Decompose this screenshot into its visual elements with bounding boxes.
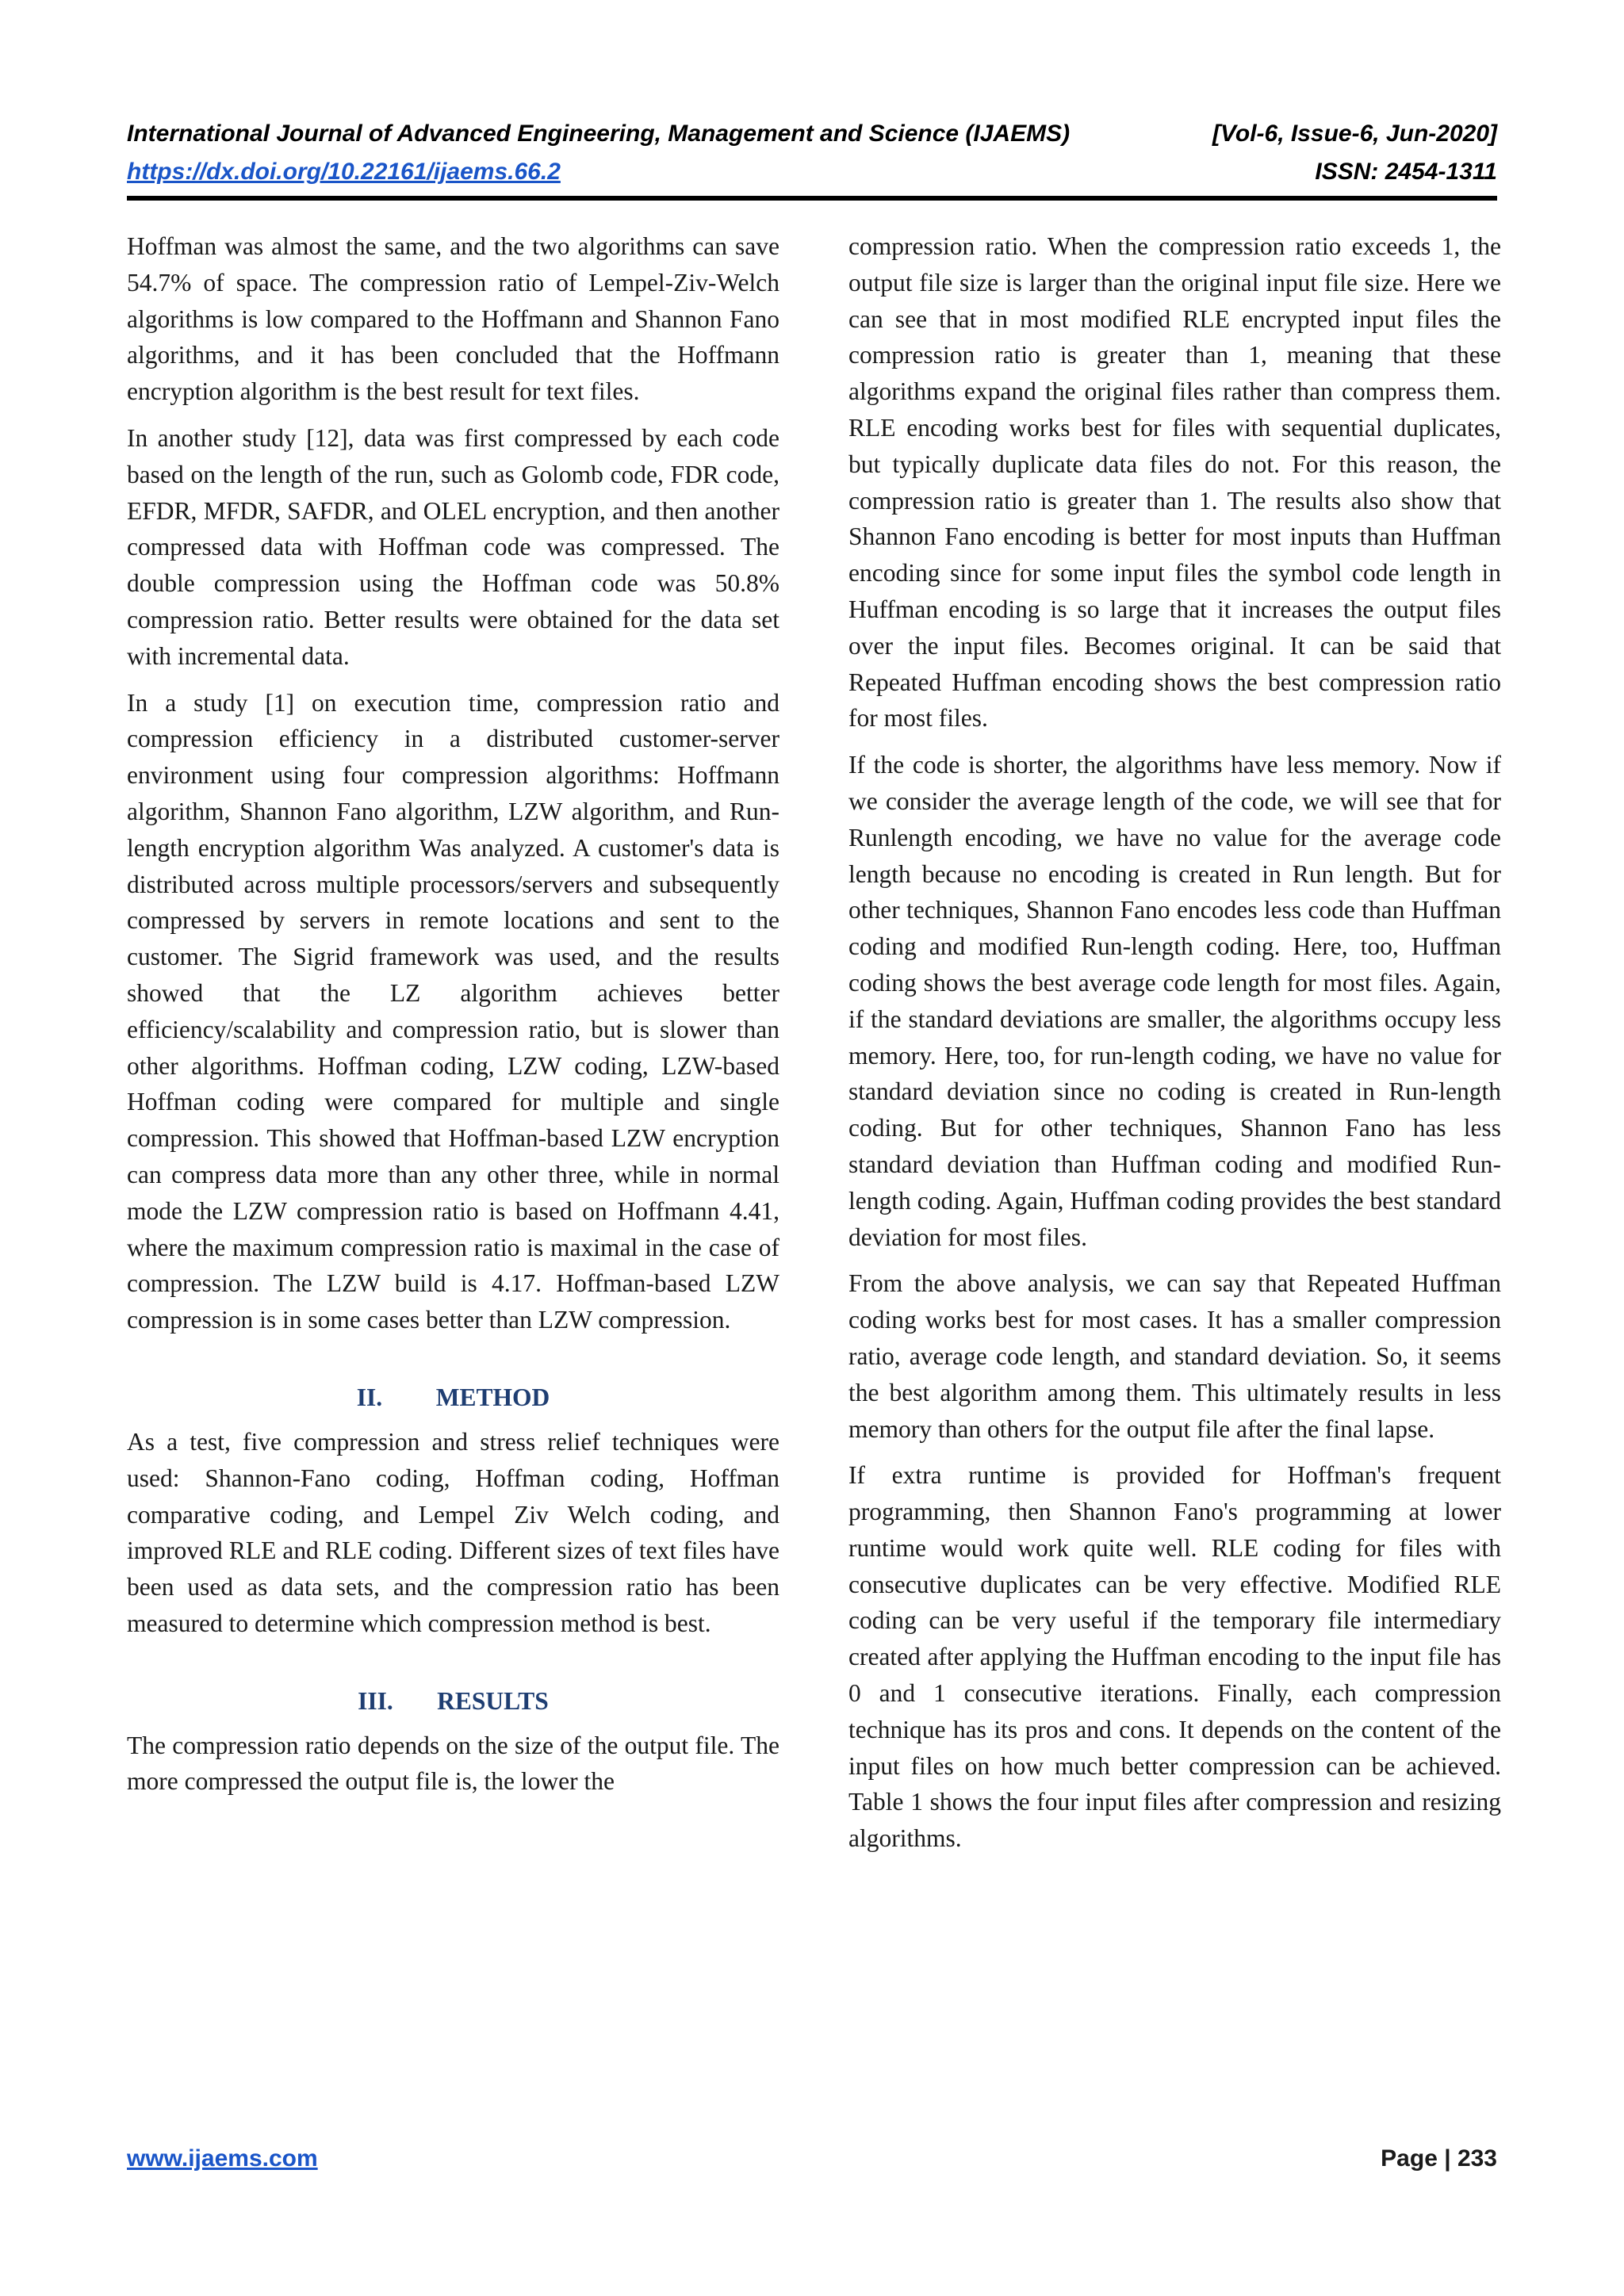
- paragraph: Hoffman was almost the same, and the two algorithms can save 54.7% of space. The compression ratio of Lempel-Ziv-Welch algorithms is low compared to the Hoffmann and Shannon Fano algorithms, and it has been concluded that the Hoffmann encryption algorithm is the best result for text files.: [127, 232, 779, 406]
- paragraph: If the code is shorter, the algorithms have less memory. Now if we consider the average length of the code, we will see that for Runlength encoding, we have no value for the average code length because no encoding is created in Run length. But for other techniques, Shannon Fano encodes less code than Huffman coding and modified Run-length coding. Here, too, Huffman coding shows the best average code length for most files. Again, if the standard deviations are smaller, the algorithms occupy less memory. Here, too, for run-length coding, we have no value for standard deviation since no coding is created in Run-length coding. But for other techniques, Shannon Fano has less standard deviation than Huffman coding and modified Run-length coding. Again, Huffman coding provides the best standard deviation for most files.: [848, 751, 1501, 1251]
- page-header: [127, 115, 1497, 201]
- issn: ISSN: 2454-1311: [1315, 159, 1497, 185]
- website-link[interactable]: www.ijaems.com: [127, 2145, 318, 2172]
- header-row-2: [127, 153, 1497, 191]
- left-column: [127, 228, 779, 1810]
- paragraph: If extra runtime is provided for Hoffman's frequent programming, then Shannon Fano's programming at lower runtime would work quite well. RLE coding for files with consecutive duplicates can be very effective. Modified RLE coding can be very useful if the temporary file intermediary created after applying the Huffman encoding to the input file has 0 and 1 consecutive iterations. Finally, each compression technique has its pros and cons. It depends on the content of the input files on how much better compression can be achieved. Table 1 shows the four input files after compression and resizing algorithms.: [848, 1461, 1501, 1853]
- section-number: III.: [358, 1686, 393, 1715]
- page-footer: [127, 2145, 1497, 2172]
- right-column: [848, 228, 1501, 1867]
- section-heading-results: [127, 1683, 779, 1720]
- journal-title: International Journal of Advanced Engineering, Management and Science (IJAEMS): [127, 121, 1071, 147]
- paragraph: In another study [12], data was first compressed by each code based on the length of the run, such as Golomb code, FDR code, EFDR, MFDR, SAFDR, and OLEL encryption, and then another compressed data with Hoffman code was compressed. The double compression using the Hoffman code was 50.8% compression ratio. Better results were obtained for the data set with incremental data.: [127, 423, 779, 670]
- section-title: METHOD: [435, 1383, 550, 1411]
- paragraph: In a study [1] on execution time, compression ratio and compression efficiency in a distributed customer-server environment using four compression algorithms: Hoffmann algorithm, Shannon Fano algorithm, LZW algorithm, and Run-length encryption algorithm Was analyzed. A customer's data is distributed across multiple processors/servers and subsequently compressed by servers in remote locations and sent to the customer. The Sigrid framework was used, and the results showed that the LZ algorithm achieves better efficiency/scalability and compression ratio, but is slower than other algorithms. Hoffman coding, LZW coding, LZW-based Hoffman coding were compared for multiple and single compression. This showed that Hoffman-based LZW encryption can compress data more than any other three, while in normal mode the LZW compression ratio is based on Hoffmann 4.41, where the maximum compression ratio is maximal in the case of compression. The LZW build is 4.17. Hoffman-based LZW compression is in some cases better than LZW compression.: [127, 688, 779, 1334]
- section-number: II.: [356, 1383, 383, 1411]
- header-row-1: [127, 115, 1497, 153]
- header-rule: [127, 196, 1497, 201]
- doi-link[interactable]: https://dx.doi.org/10.22161/ijaems.66.2: [127, 159, 561, 185]
- paragraph: As a test, five compression and stress relief techniques were used: Shannon-Fano coding, Hoffman coding, Hoffman comparative coding, and Lempel Ziv Welch coding, and improved RLE and RLE coding. Different sizes of text files have been used as data sets, and the compression ratio has been measured to determine which compression method is best.: [127, 1427, 779, 1637]
- paragraph: From the above analysis, we can say that Repeated Huffman coding works best for most cases. It has a smaller compression ratio, average code length, and standard deviation. So, it seems the best algorithm among them. This ultimately results in less memory than others for the output file after the final lapse.: [848, 1269, 1501, 1443]
- paragraph: compression ratio. When the compression ratio exceeds 1, the output file size is larger than the original input file size. Here we can see that in most modified RLE encrypted input files the compression ratio is greater than 1, meaning that these algorithms expand the original files rather than compress them. RLE encoding works best for files with sequential duplicates, but typically duplicate data files do not. For this reason, the compression ratio is greater than 1. The results also show that Shannon Fano encoding is better for most inputs than Huffman encoding since for some input files the symbol code length in Huffman encoding is so large that it increases the output files over the input files. Becomes original. It can be said that Repeated Huffman encoding shows the best compression ratio for most files.: [848, 232, 1501, 733]
- volume-issue: [Vol-6, Issue-6, Jun-2020]: [1212, 121, 1497, 147]
- section-title: RESULTS: [437, 1686, 549, 1715]
- section-heading-method: [127, 1380, 779, 1416]
- paragraph: The compression ratio depends on the size of the output file. The more compressed the output file is, the lower the: [127, 1731, 779, 1796]
- page-number: Page | 233: [1381, 2145, 1497, 2172]
